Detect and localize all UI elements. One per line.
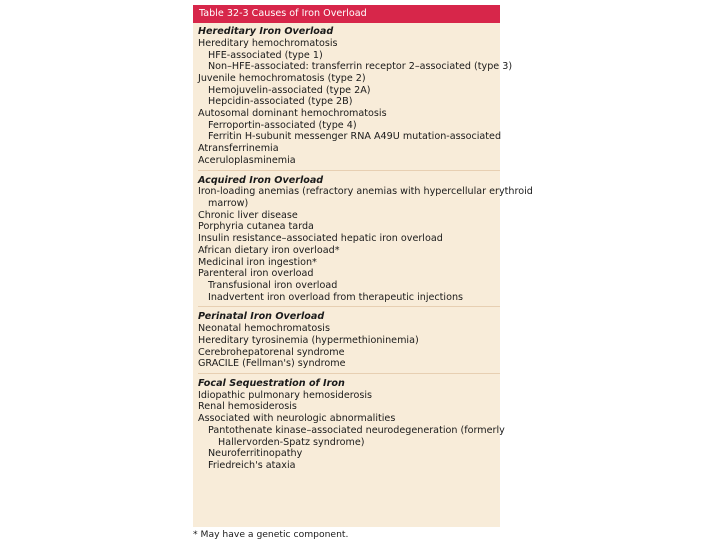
table-row: Pantothenate kinase–associated neurodegeneration (formerly xyxy=(208,424,505,436)
table-footnote: * May have a genetic component. xyxy=(193,529,349,540)
table-row: Hepcidin-associated (type 2B) xyxy=(208,96,353,108)
section-heading-acquired: Acquired Iron Overload xyxy=(198,174,324,186)
table-row: Cerebrohepatorenal syndrome xyxy=(198,346,345,358)
table-row: Ferroportin-associated (type 4) xyxy=(208,119,357,131)
section-heading-hereditary: Hereditary Iron Overload xyxy=(198,26,334,37)
table-row: Associated with neurologic abnormalities xyxy=(198,413,396,425)
table-row: Idiopathic pulmonary hemosiderosis xyxy=(198,389,373,401)
table-row: Medicinal iron ingestion* xyxy=(198,256,317,268)
table-row: Parenteral iron overload xyxy=(198,268,314,280)
table-row: Hereditary tyrosinemia (hypermethioninemia) xyxy=(198,334,419,346)
table-row: Ferritin H-subunit messenger RNA A49U mutation-associated xyxy=(208,131,502,143)
section-heading-focal: Focal Sequestration of Iron xyxy=(198,377,345,389)
table-row: Neonatal hemochromatosis xyxy=(198,323,330,335)
table-title: Table 32-3 Causes of Iron Overload xyxy=(193,5,500,23)
section-divider xyxy=(198,373,500,374)
table-row-continuation: Hallervorden-Spatz syndrome) xyxy=(218,436,365,448)
table-row: Neuroferritinopathy xyxy=(208,448,303,460)
table-row: African dietary iron overload* xyxy=(198,244,340,256)
table-row: Insulin resistance–associated hepatic iron overload xyxy=(198,233,443,245)
table-row: Autosomal dominant hemochromatosis xyxy=(198,108,387,120)
table-row-continuation: marrow) xyxy=(208,198,249,210)
table-body xyxy=(193,23,533,472)
table-row: Porphyria cutanea tarda xyxy=(198,221,314,233)
table-row: Friedreich's ataxia xyxy=(208,459,296,471)
table-row: Atransferrinemia xyxy=(198,143,279,155)
table-row: HFE-associated (type 1) xyxy=(208,49,323,61)
table-row: Inadvertent iron overload from therapeutic injections xyxy=(208,291,464,303)
table-row: Transfusional iron overload xyxy=(208,279,338,291)
table-row: Aceruloplasminemia xyxy=(198,154,296,166)
table-row: Chronic liver disease xyxy=(198,209,298,221)
table-row: Juvenile hemochromatosis (type 2) xyxy=(198,72,366,84)
section-heading-perinatal: Perinatal Iron Overload xyxy=(198,311,325,323)
table-row: Hereditary hemochromatosis xyxy=(198,37,338,49)
table-row: Iron-loading anemias (refractory anemias with hypercellular erythroid xyxy=(198,186,533,198)
table-row: GRACILE (Fellman's) syndrome xyxy=(198,358,346,370)
table-row: Non–HFE-associated: transferrin receptor 2–associated (type 3) xyxy=(208,61,513,73)
section-divider xyxy=(198,306,500,307)
section-divider xyxy=(198,170,500,171)
table-row: Renal hemosiderosis xyxy=(198,401,297,413)
iron-overload-table xyxy=(193,5,533,527)
table-row: Hemojuvelin-associated (type 2A) xyxy=(208,84,371,96)
